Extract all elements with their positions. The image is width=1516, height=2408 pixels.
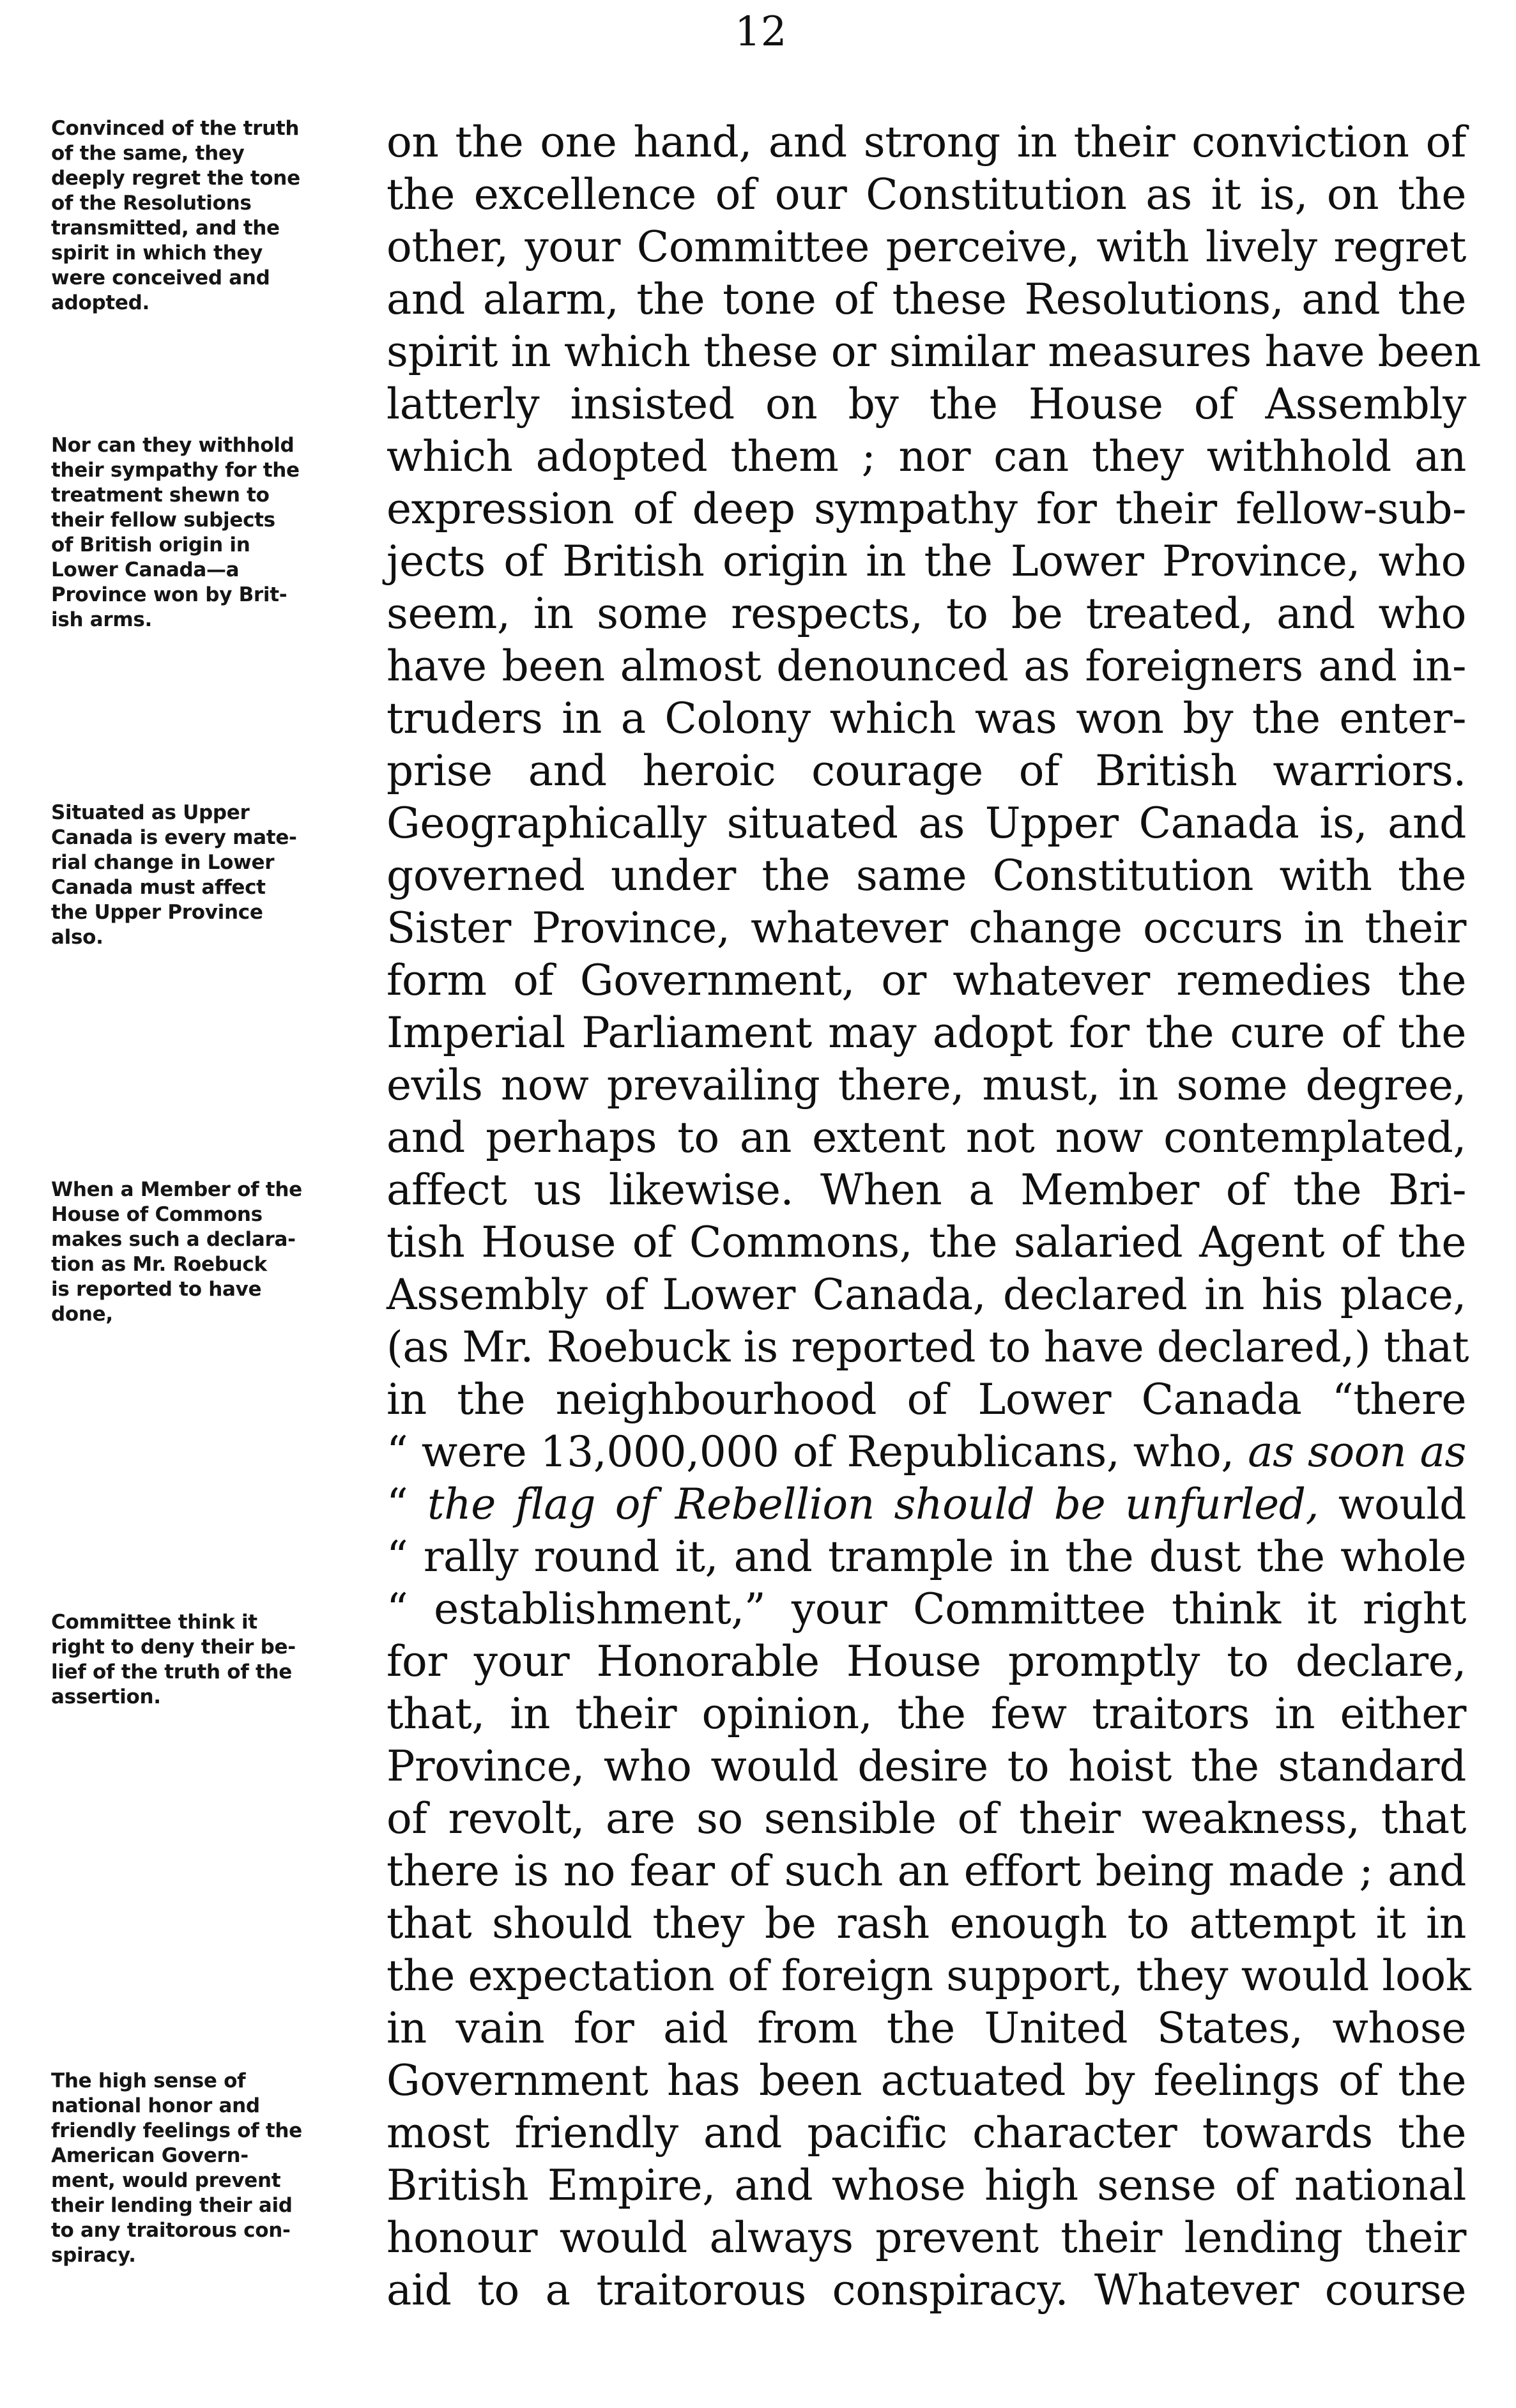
- margin-note-line: right to deny their be-: [51, 1636, 296, 1659]
- margin-note-line: lief of the truth of the: [51, 1660, 292, 1683]
- margin-note-committee: [51, 1610, 364, 1710]
- margin-note-line: ish arms.: [51, 608, 152, 631]
- body-line: in vain for aid from the United States, whose: [387, 2004, 1466, 2053]
- body-line: prise and heroic courage of British warriors.: [387, 746, 1466, 795]
- body-line: spirit in which these or similar measures have been: [387, 327, 1481, 376]
- margin-note-line: House of Commons: [51, 1203, 263, 1226]
- margin-note-line: were conceived and: [51, 266, 270, 289]
- margin-note-member: [51, 1177, 364, 1327]
- margin-note-convinced: [51, 116, 364, 316]
- body-line: which adopted them ; nor can they withhold an: [387, 432, 1466, 481]
- margin-note-line: ment, would prevent: [51, 2169, 281, 2192]
- margin-note-line: is reported to have: [51, 1278, 262, 1301]
- margin-note-line: Canada is every mate-: [51, 826, 297, 849]
- body-line: and alarm, the tone of these Resolutions, and the: [387, 275, 1466, 324]
- body-line: for your Honorable House promptly to declare,: [387, 1637, 1466, 1686]
- body-line: have been almost denounced as foreigners and in-: [387, 641, 1466, 691]
- body-line: and perhaps to an extent not now contemplated,: [387, 1113, 1466, 1162]
- margin-note-line: Convinced of the truth: [51, 117, 300, 140]
- margin-note-line: adopted.: [51, 291, 150, 314]
- quote-italic: as soon as: [1248, 1427, 1467, 1476]
- quote-italic: the flag of Rebellion should be unfurled,: [427, 1480, 1319, 1529]
- body-text: [387, 116, 1481, 2317]
- margin-note-line: Province won by Brit-: [51, 583, 287, 606]
- margin-note-line: spiracy.: [51, 2244, 136, 2267]
- body-line: there is no fear of such an effort being made ; and: [387, 1846, 1466, 1896]
- margin-note-line: Nor can they withhold: [51, 434, 295, 457]
- margin-note-line: Committee think it: [51, 1611, 257, 1634]
- body-line: governed under the same Constitution with the: [387, 851, 1466, 900]
- body-line: affect us likewise. When a Member of the Bri-: [387, 1165, 1466, 1215]
- margin-note-line: of the same, they: [51, 142, 245, 165]
- margin-note-situated: [51, 801, 364, 950]
- margin-note-line: deeply regret the tone: [51, 167, 300, 190]
- margin-note-line: national honor and: [51, 2094, 260, 2117]
- margin-note-line: spirit in which they: [51, 242, 263, 265]
- margin-note-line: American Govern-: [51, 2144, 249, 2167]
- margin-note-line: When a Member of the: [51, 1178, 302, 1201]
- margin-note-line: their fellow subjects: [51, 509, 275, 532]
- margin-note-line: The high sense of: [51, 2069, 246, 2092]
- body-line: (as Mr. Roebuck is reported to have declared,) that: [387, 1323, 1469, 1372]
- body-line: most friendly and pacific character towards the: [387, 2108, 1466, 2158]
- body-line: “ rally round it, and trample in the dust the whole: [387, 1532, 1466, 1581]
- margin-note-line: of the Resolutions: [51, 192, 252, 215]
- margin-note-high-sense: [51, 2069, 364, 2268]
- body-line: Imperial Parliament may adopt for the cure of the: [387, 1008, 1466, 1057]
- margin-note-line: also.: [51, 926, 103, 949]
- body-line: Government has been actuated by feelings of the: [387, 2056, 1466, 2105]
- quote-mark: “: [387, 1480, 428, 1529]
- margin-note-line: their sympathy for the: [51, 459, 300, 482]
- margin-note-line: transmitted, and the: [51, 217, 280, 240]
- body-line: other, your Committee perceive, with lively regret: [387, 222, 1466, 272]
- margin-note-line: Canada must affect: [51, 876, 266, 899]
- body-line: Geographically situated as Upper Canada is, and: [387, 799, 1466, 848]
- margin-note-line: Lower Canada—a: [51, 558, 240, 581]
- margin-note-line: rial change in Lower: [51, 851, 275, 874]
- body-line: seem, in some respects, to be treated, and who: [387, 589, 1466, 638]
- body-line: Assembly of Lower Canada, declared in his place,: [387, 1270, 1466, 1319]
- quote-text: would: [1319, 1480, 1466, 1529]
- margin-note-line: to any traitorous con-: [51, 2219, 291, 2242]
- body-line: the excellence of our Constitution as it is, on the: [387, 170, 1466, 219]
- body-line: honour would always prevent their lending their: [387, 2213, 1466, 2262]
- body-line: evils now prevailing there, must, in some degree,: [387, 1061, 1466, 1110]
- margin-note-line: of British origin in: [51, 533, 250, 556]
- margin-note-sympathy: [51, 433, 364, 633]
- body-line: jects of British origin in the Lower Province, who: [387, 537, 1466, 586]
- body-line: that should they be rash enough to attempt it in: [387, 1899, 1466, 1948]
- body-line: latterly insisted on by the House of Assembly: [387, 380, 1466, 429]
- body-line: that, in their opinion, the few traitors in either: [387, 1689, 1466, 1738]
- body-line-quote: [387, 1478, 1466, 1531]
- body-line: British Empire, and whose high sense of national: [387, 2161, 1466, 2210]
- page-number: 12: [735, 8, 787, 56]
- margin-note-line: tion as Mr. Roebuck: [51, 1253, 267, 1276]
- body-line: on the one hand, and strong in their conviction of: [387, 118, 1466, 167]
- quote-text: “ were 13,000,000 of Republicans, who,: [387, 1427, 1248, 1476]
- margin-note-line: their lending their aid: [51, 2194, 293, 2217]
- margin-note-line: treatment shewn to: [51, 484, 270, 507]
- margin-note-line: Situated as Upper: [51, 801, 250, 824]
- body-line: “ establishment,” your Committee think it right: [387, 1584, 1466, 1634]
- body-line: expression of deep sympathy for their fellow-sub-: [387, 484, 1466, 533]
- margin-note-line: friendly feelings of the: [51, 2119, 302, 2142]
- margin-note-line: assertion.: [51, 1685, 161, 1708]
- margin-note-line: makes such a declara-: [51, 1228, 296, 1251]
- body-line: form of Government, or whatever remedies the: [387, 956, 1466, 1005]
- margin-note-line: done,: [51, 1303, 113, 1326]
- body-line: the expectation of foreign support, they would look: [387, 1951, 1471, 2000]
- body-line: truders in a Colony which was won by the enter-: [387, 694, 1466, 743]
- body-line: of revolt, are so sensible of their weakness, that: [387, 1794, 1466, 1843]
- margin-note-line: the Upper Province: [51, 901, 263, 924]
- body-line: in the neighbourhood of Lower Canada “there: [387, 1375, 1466, 1424]
- body-line: Sister Province, whatever change occurs in their: [387, 903, 1466, 953]
- body-line: aid to a traitorous conspiracy. Whatever course: [387, 2266, 1466, 2315]
- body-line: Province, who would desire to hoist the standard: [387, 1742, 1466, 1791]
- body-line: tish House of Commons, the salaried Agent of the: [387, 1218, 1466, 1267]
- body-line-quote: [387, 1426, 1466, 1478]
